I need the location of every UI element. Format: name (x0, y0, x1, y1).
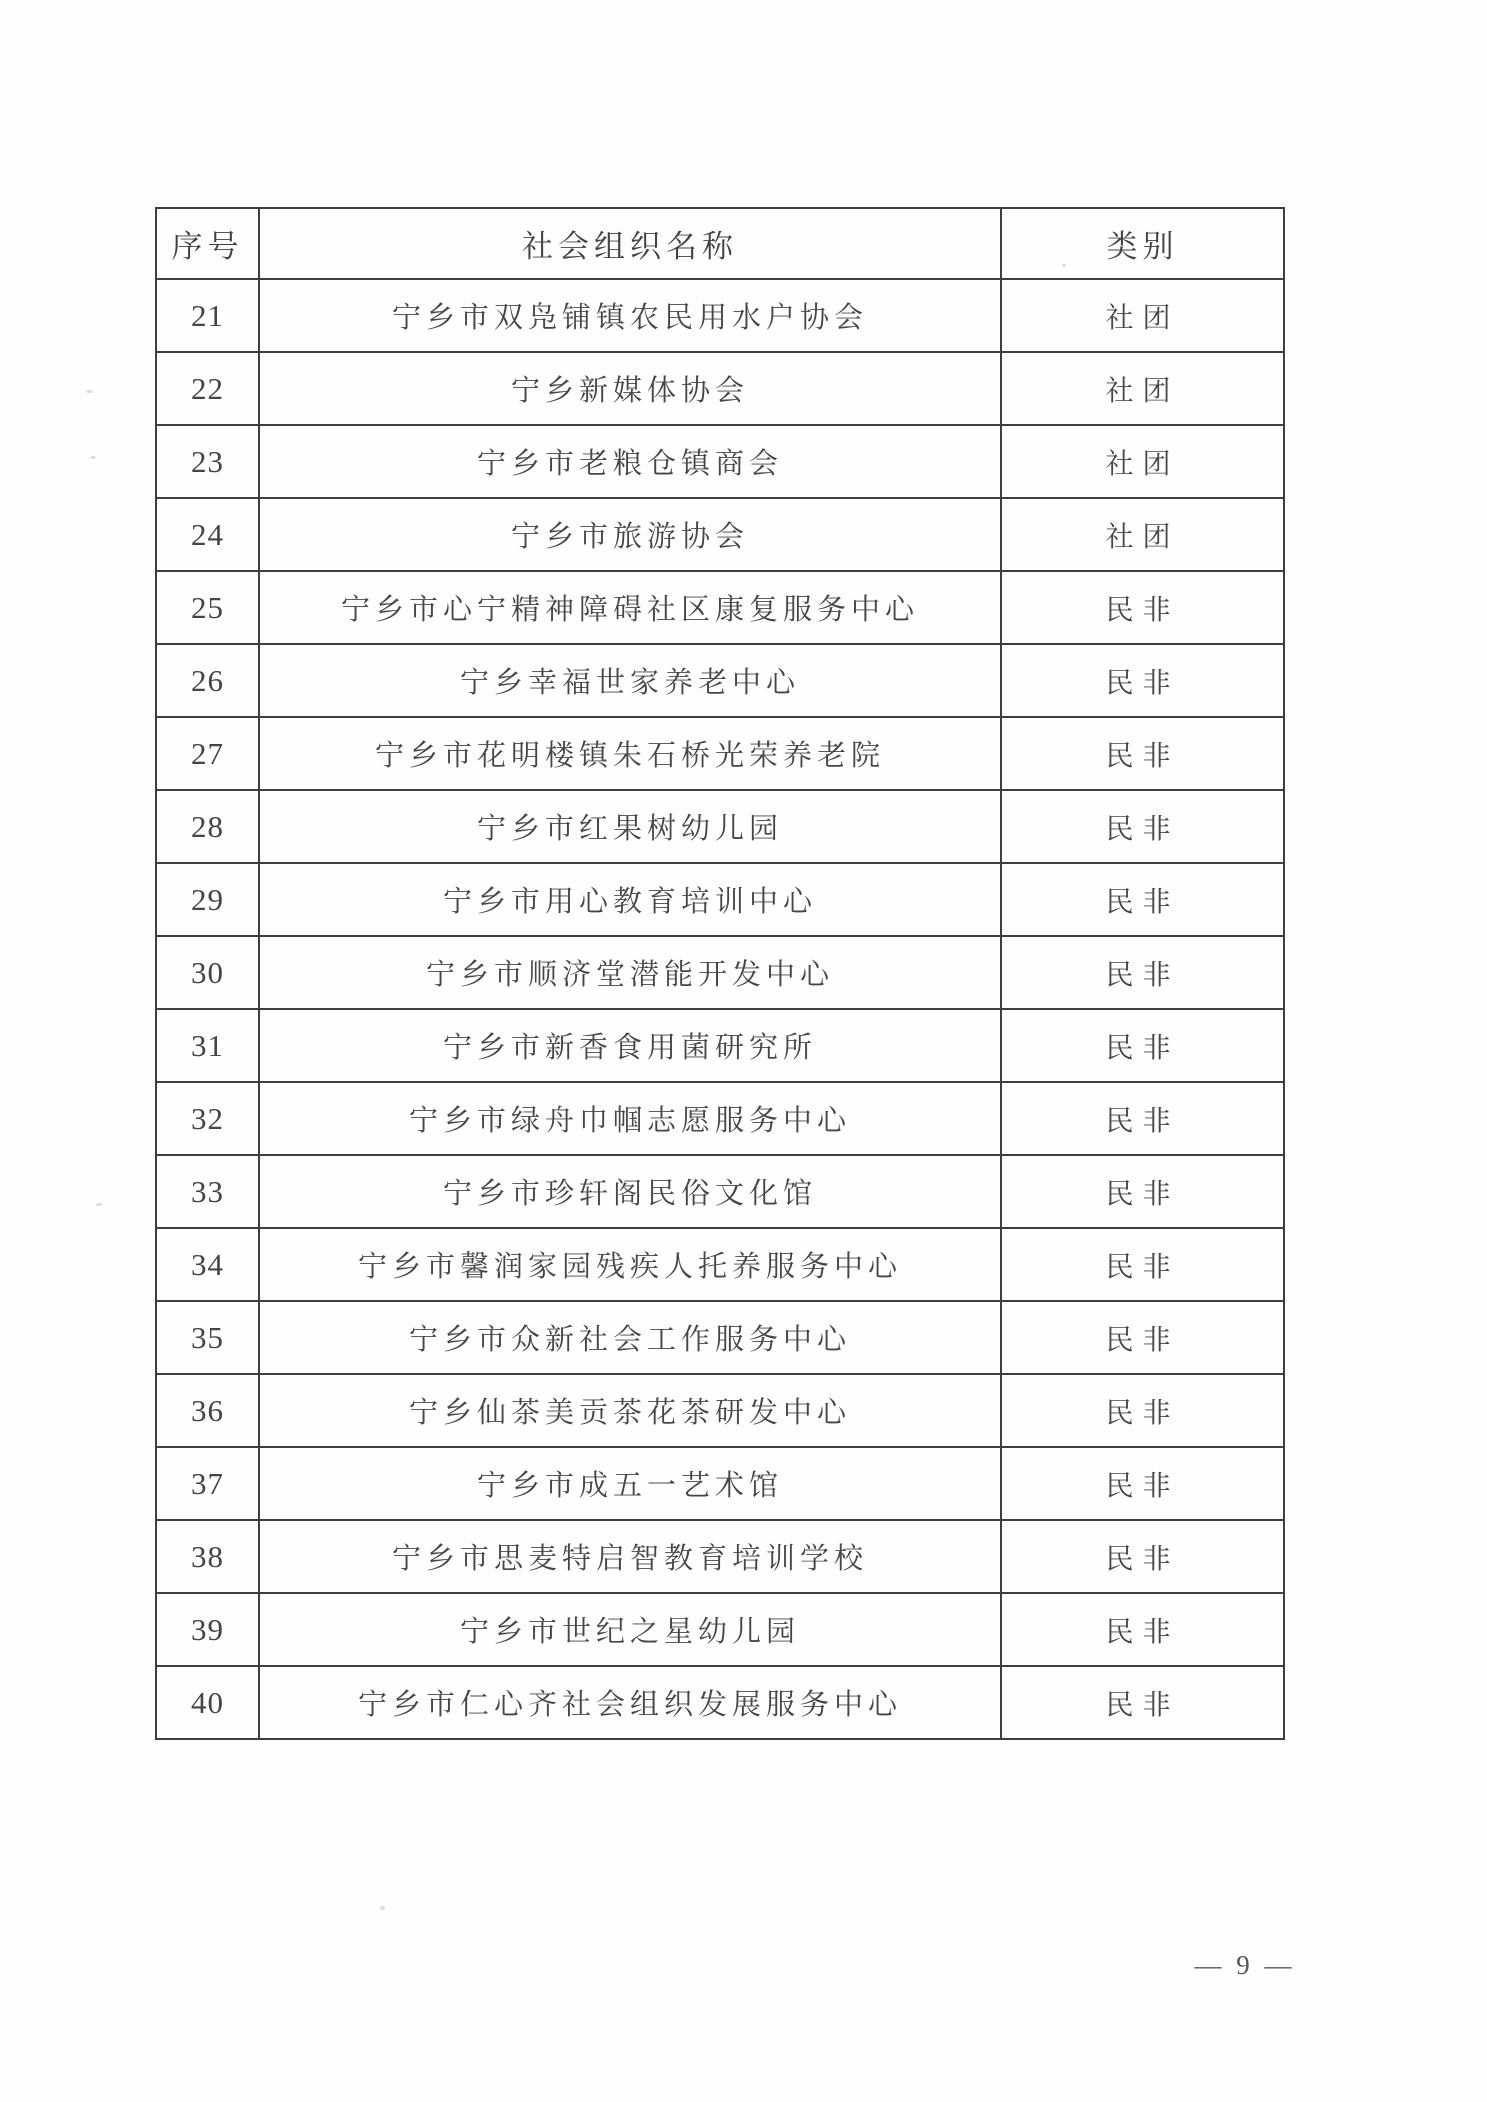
org-name: 宁乡市思麦特启智教育培训学校 (259, 1520, 1001, 1593)
table-row (156, 279, 1284, 352)
row-index: 38 (156, 1520, 259, 1593)
org-name: 宁乡幸福世家养老中心 (259, 644, 1001, 717)
org-name: 宁乡新媒体协会 (259, 352, 1001, 425)
col-header-index: 序号 (156, 208, 259, 279)
org-table (155, 207, 1285, 1740)
table-row (156, 571, 1284, 644)
org-name: 宁乡市新香食用菌研究所 (259, 1009, 1001, 1082)
row-index: 31 (156, 1009, 259, 1082)
table-row (156, 352, 1284, 425)
org-table-body (156, 279, 1284, 1739)
org-category: 民非 (1001, 1009, 1284, 1082)
table-row (156, 1155, 1284, 1228)
table-row (156, 498, 1284, 571)
row-index: 35 (156, 1301, 259, 1374)
col-header-org-name: 社会组织名称 (259, 208, 1001, 279)
table-row (156, 1593, 1284, 1666)
row-index: 33 (156, 1155, 259, 1228)
table-row (156, 1520, 1284, 1593)
row-index: 39 (156, 1593, 259, 1666)
org-category: 民非 (1001, 571, 1284, 644)
row-index: 22 (156, 352, 259, 425)
page-number: — 9 — (1194, 1950, 1296, 1980)
org-category: 社团 (1001, 425, 1284, 498)
table-row (156, 790, 1284, 863)
row-index: 21 (156, 279, 259, 352)
org-category: 社团 (1001, 498, 1284, 571)
row-index: 24 (156, 498, 259, 571)
table-row (156, 1301, 1284, 1374)
org-name: 宁乡仙茶美贡茶花茶研发中心 (259, 1374, 1001, 1447)
org-table-header (156, 208, 1284, 279)
row-index: 36 (156, 1374, 259, 1447)
org-name: 宁乡市花明楼镇朱石桥光荣养老院 (259, 717, 1001, 790)
table-row (156, 1374, 1284, 1447)
org-category: 民非 (1001, 1228, 1284, 1301)
org-name: 宁乡市世纪之星幼儿园 (259, 1593, 1001, 1666)
scan-artifact (96, 1203, 102, 1206)
org-category: 民非 (1001, 790, 1284, 863)
table-row (156, 1666, 1284, 1739)
table-row (156, 1447, 1284, 1520)
org-name: 宁乡市绿舟巾帼志愿服务中心 (259, 1082, 1001, 1155)
org-name: 宁乡市心宁精神障碍社区康复服务中心 (259, 571, 1001, 644)
row-index: 40 (156, 1666, 259, 1739)
table-row (156, 936, 1284, 1009)
org-name: 宁乡市众新社会工作服务中心 (259, 1301, 1001, 1374)
table-row (156, 1082, 1284, 1155)
org-category: 民非 (1001, 1593, 1284, 1666)
org-name: 宁乡市用心教育培训中心 (259, 863, 1001, 936)
org-name: 宁乡市红果树幼儿园 (259, 790, 1001, 863)
row-index: 29 (156, 863, 259, 936)
org-name: 宁乡市双凫铺镇农民用水户协会 (259, 279, 1001, 352)
row-index: 25 (156, 571, 259, 644)
org-category: 民非 (1001, 1301, 1284, 1374)
table-row (156, 425, 1284, 498)
table-row (156, 1228, 1284, 1301)
table-row (156, 644, 1284, 717)
org-name: 宁乡市顺济堂潜能开发中心 (259, 936, 1001, 1009)
org-category: 民非 (1001, 1374, 1284, 1447)
org-name: 宁乡市老粮仓镇商会 (259, 425, 1001, 498)
org-category: 民非 (1001, 1447, 1284, 1520)
table-row (156, 863, 1284, 936)
org-category: 民非 (1001, 863, 1284, 936)
row-index: 28 (156, 790, 259, 863)
row-index: 26 (156, 644, 259, 717)
table-row (156, 1009, 1284, 1082)
org-category: 民非 (1001, 1082, 1284, 1155)
col-header-category: 类别 (1001, 208, 1284, 279)
row-index: 34 (156, 1228, 259, 1301)
header-row (156, 208, 1284, 279)
org-name: 宁乡市成五一艺术馆 (259, 1447, 1001, 1520)
org-category: 民非 (1001, 1666, 1284, 1739)
org-name: 宁乡市旅游协会 (259, 498, 1001, 571)
row-index: 37 (156, 1447, 259, 1520)
row-index: 30 (156, 936, 259, 1009)
org-category: 民非 (1001, 644, 1284, 717)
org-name: 宁乡市馨润家园残疾人托养服务中心 (259, 1228, 1001, 1301)
org-category: 社团 (1001, 279, 1284, 352)
org-category: 民非 (1001, 717, 1284, 790)
org-category: 民非 (1001, 1520, 1284, 1593)
org-name: 宁乡市珍轩阁民俗文化馆 (259, 1155, 1001, 1228)
org-name: 宁乡市仁心齐社会组织发展服务中心 (259, 1666, 1001, 1739)
row-index: 23 (156, 425, 259, 498)
org-category: 社团 (1001, 352, 1284, 425)
row-index: 27 (156, 717, 259, 790)
table-row (156, 717, 1284, 790)
scan-artifact (86, 390, 93, 393)
scan-artifact (380, 1906, 385, 1910)
scan-artifact (90, 456, 96, 459)
org-category: 民非 (1001, 936, 1284, 1009)
org-category: 民非 (1001, 1155, 1284, 1228)
row-index: 32 (156, 1082, 259, 1155)
